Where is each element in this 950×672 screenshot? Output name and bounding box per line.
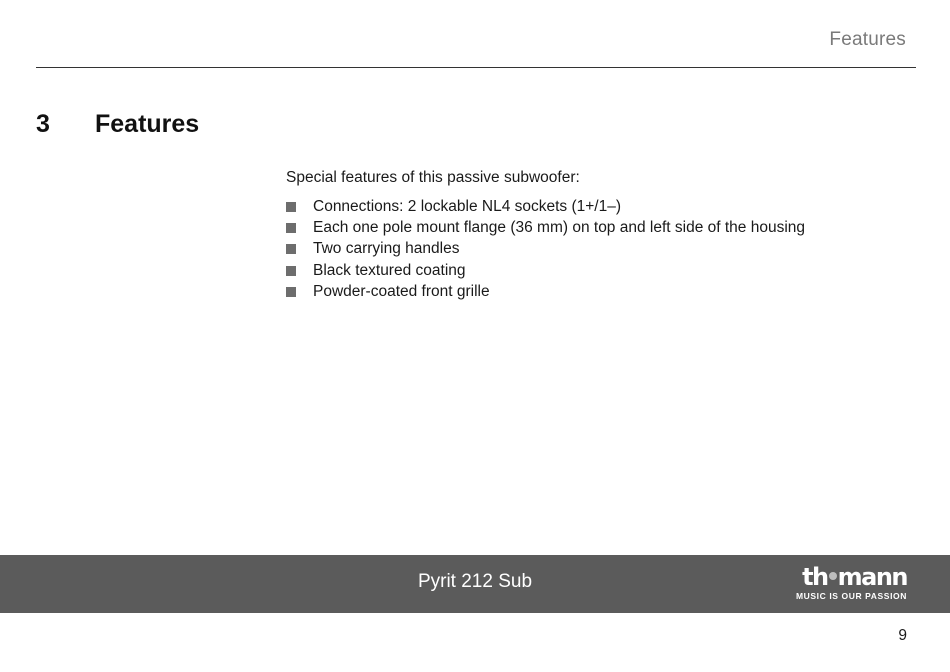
list-item [286, 196, 805, 217]
chapter-number: 3 [36, 110, 50, 138]
logo-word-left: th [802, 563, 828, 591]
list-item [286, 217, 805, 238]
running-header: Features [829, 29, 906, 50]
list-item [286, 281, 805, 302]
feature-text: Each one pole mount flange (36 mm) on top and left side of the housing [313, 218, 806, 236]
square-bullet-icon [286, 223, 296, 233]
square-bullet-icon [286, 266, 296, 276]
list-item [286, 260, 805, 281]
square-bullet-icon [286, 244, 296, 254]
product-name: Pyrit 212 Sub [417, 571, 533, 592]
page-number: 9 [898, 627, 907, 644]
logo-dot-icon [829, 572, 837, 580]
square-bullet-icon [286, 287, 296, 297]
intro-text: Special features of this passive subwoofer: [286, 169, 580, 186]
feature-text: Black textured coating [313, 261, 466, 279]
feature-text: Two carrying handles [313, 240, 460, 258]
logo-word-right: mann [837, 563, 907, 591]
feature-list [286, 196, 805, 302]
footer-band [0, 555, 950, 613]
logo-tagline: MUSIC IS OUR PASSION [795, 591, 907, 601]
square-bullet-icon [286, 202, 296, 212]
list-item [286, 239, 805, 260]
thomann-logo [787, 565, 907, 601]
chapter-title: Features [95, 110, 200, 138]
feature-text: Powder-coated front grille [313, 282, 490, 300]
feature-text: Connections: 2 lockable NL4 sockets (1+/1–) [313, 197, 622, 215]
logo-wordmark [787, 565, 907, 589]
header-rule [36, 67, 916, 68]
